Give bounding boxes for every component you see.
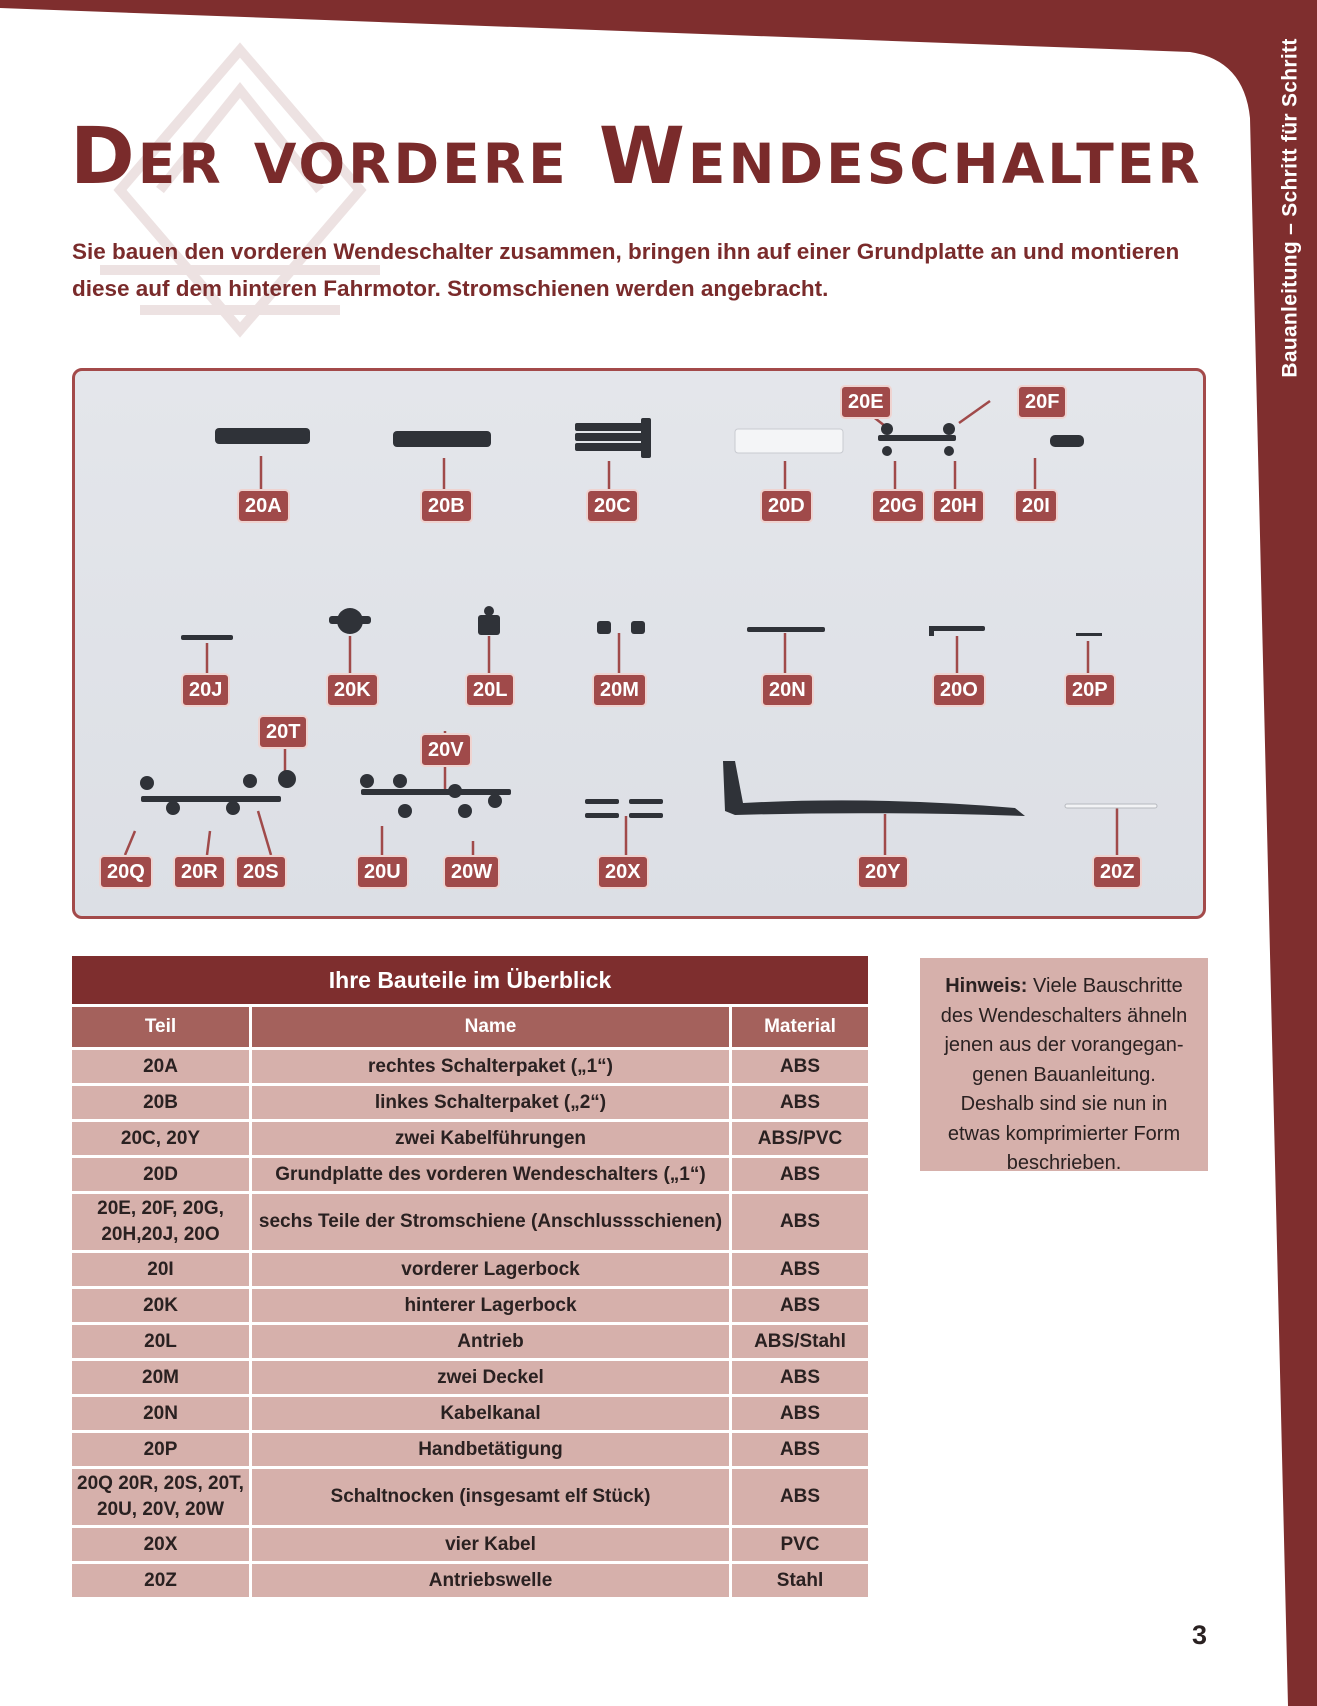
- part-label-20d: 20D: [760, 489, 813, 523]
- cell-part: 20B: [72, 1086, 252, 1119]
- table-row: [72, 1122, 868, 1155]
- table-row: [72, 1158, 868, 1191]
- cell-material: ABS: [732, 1086, 868, 1119]
- table-header-row: [72, 1007, 868, 1047]
- page-number: 3: [1192, 1620, 1208, 1650]
- part-label-20l: 20L: [465, 673, 515, 707]
- cell-part: 20Z: [72, 1564, 252, 1597]
- cell-material: ABS: [732, 1397, 868, 1430]
- cell-name: sechs Teile der Stromschiene (Anschlussschienen): [252, 1194, 732, 1250]
- cell-material: ABS: [732, 1194, 868, 1250]
- cell-name: Schaltnocken (insgesamt elf Stück): [252, 1469, 732, 1525]
- part-label-20o: 20O: [932, 673, 986, 707]
- cell-part: 20I: [72, 1253, 252, 1286]
- column-header-material: Material: [732, 1007, 868, 1047]
- part-label-20r: 20R: [173, 855, 226, 889]
- cell-material: ABS: [732, 1158, 868, 1191]
- cell-name: Antriebswelle: [252, 1564, 732, 1597]
- cell-part: 20D: [72, 1158, 252, 1191]
- cell-part: 20P: [72, 1433, 252, 1466]
- table-row: [72, 1289, 868, 1322]
- cell-name: rechtes Schalterpaket („1“): [252, 1050, 732, 1083]
- part-label-20q: 20Q: [99, 855, 153, 889]
- parts-photo: [72, 368, 1206, 919]
- cell-material: ABS: [732, 1433, 868, 1466]
- cell-part: 20L: [72, 1325, 252, 1358]
- cell-name: zwei Deckel: [252, 1361, 732, 1394]
- part-label-20b: 20B: [420, 489, 473, 523]
- part-label-20u: 20U: [356, 855, 409, 889]
- part-label-20y: 20Y: [857, 855, 909, 889]
- table-row: [72, 1528, 868, 1561]
- cell-material: ABS: [732, 1469, 868, 1525]
- table-row: [72, 1469, 868, 1525]
- part-label-20g: 20G: [871, 489, 925, 523]
- cell-material: ABS: [732, 1253, 868, 1286]
- cell-name: Antrieb: [252, 1325, 732, 1358]
- page-title: Der vordere Wendeschalter: [70, 112, 1203, 202]
- cell-name: zwei Kabelführungen: [252, 1122, 732, 1155]
- intro-paragraph: Sie bauen den vorderen Wendeschalter zusammen, bringen ihn auf einer Grundplatte an und montieren diese auf dem hinteren Fahrmotor. Stromschienen werden angebracht.: [72, 239, 1180, 301]
- cell-name: linkes Schalterpaket („2“): [252, 1086, 732, 1119]
- cell-material: Stahl: [732, 1564, 868, 1597]
- part-label-20m: 20M: [592, 673, 647, 707]
- part-label-20s: 20S: [235, 855, 287, 889]
- part-label-20h: 20H: [932, 489, 985, 523]
- part-label-20t: 20T: [258, 715, 308, 749]
- table-row: [72, 1050, 868, 1083]
- part-label-20x: 20X: [597, 855, 649, 889]
- part-label-20z: 20Z: [1092, 855, 1142, 889]
- cell-part: 20M: [72, 1361, 252, 1394]
- cell-part: 20N: [72, 1397, 252, 1430]
- column-header-name: Name: [252, 1007, 732, 1047]
- column-header-part: Teil: [72, 1007, 252, 1047]
- table-row: [72, 1433, 868, 1466]
- table-row: [72, 1564, 868, 1597]
- cell-name: Grundplatte des vorderen Wendeschalters („1“): [252, 1158, 732, 1191]
- note-text: Viele Bauschritte des Wendeschalters ähneln jenen aus der vorangegangenen Bauanleitung. Deshalb sind sie nun in etwas komprimierter Form beschrieben.: [940, 975, 1188, 1174]
- table-row: [72, 1397, 868, 1430]
- part-label-20k: 20K: [326, 673, 379, 707]
- part-label-20c: 20C: [586, 489, 639, 523]
- cell-name: vorderer Lagerbock: [252, 1253, 732, 1286]
- cell-material: ABS/Stahl: [732, 1325, 868, 1358]
- cell-part: 20E, 20F, 20G, 20H,20J, 20O: [72, 1194, 252, 1250]
- cell-part: 20A: [72, 1050, 252, 1083]
- parts-table: [72, 956, 868, 1600]
- cell-material: ABS: [732, 1050, 868, 1083]
- cell-part: 20C, 20Y: [72, 1122, 252, 1155]
- part-label-20p: 20P: [1064, 673, 1116, 707]
- cell-part: 20X: [72, 1528, 252, 1561]
- part-label-20e: 20E: [840, 385, 892, 419]
- note-label: Hinweis:: [945, 975, 1028, 997]
- part-label-20w: 20W: [443, 855, 500, 889]
- cell-name: Kabelkanal: [252, 1397, 732, 1430]
- table-row: [72, 1325, 868, 1358]
- table-row: [72, 1361, 868, 1394]
- table-row: [72, 1086, 868, 1119]
- parts-table-caption: Ihre Bauteile im Überblick: [72, 956, 868, 1004]
- part-label-20i: 20I: [1014, 489, 1058, 523]
- side-tab-label: Bauanleitung – Schritt für Schritt: [1279, 38, 1303, 378]
- part-label-20j: 20J: [181, 673, 230, 707]
- table-row: [72, 1194, 868, 1250]
- part-label-20f: 20F: [1017, 385, 1067, 419]
- cell-name: Handbetätigung: [252, 1433, 732, 1466]
- cell-name: vier Kabel: [252, 1528, 732, 1561]
- cell-material: PVC: [732, 1528, 868, 1561]
- part-label-20v: 20V: [420, 733, 472, 767]
- cell-part: 20K: [72, 1289, 252, 1322]
- parts-illustration: [75, 371, 1203, 916]
- cell-part: 20Q 20R, 20S, 20T, 20U, 20V, 20W: [72, 1469, 252, 1525]
- part-label-20n: 20N: [761, 673, 814, 707]
- cell-name: hinterer Lagerbock: [252, 1289, 732, 1322]
- table-row: [72, 1253, 868, 1286]
- section-side-tab: [1273, 28, 1309, 388]
- cell-material: ABS/PVC: [732, 1122, 868, 1155]
- cell-material: ABS: [732, 1361, 868, 1394]
- note-box: [920, 958, 1208, 1174]
- cell-material: ABS: [732, 1289, 868, 1322]
- part-label-20a: 20A: [237, 489, 290, 523]
